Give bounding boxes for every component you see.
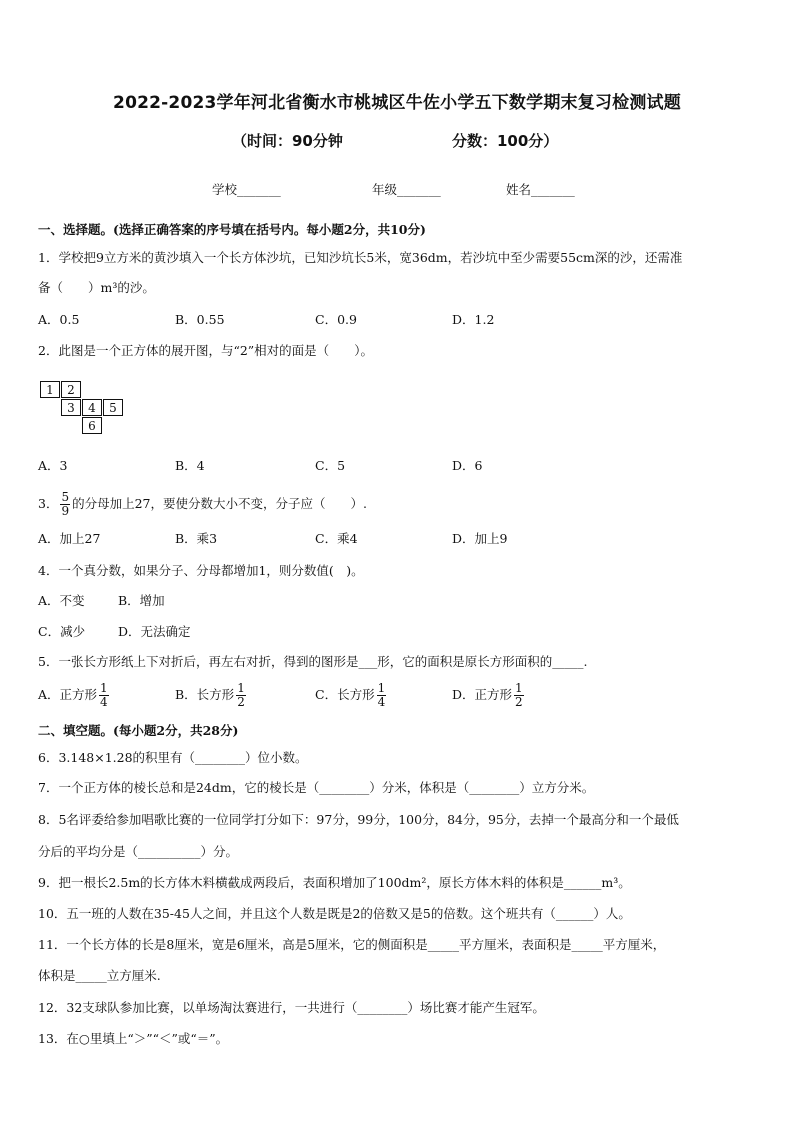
q5-option-b-fraction xyxy=(236,682,246,709)
q7-line: 7．一个正方体的棱长总和是24dm，它的棱长是（________）分米，体积是（________）立方分米。 xyxy=(38,780,595,795)
q5-option-d[interactable] xyxy=(452,682,526,709)
q4-option-c[interactable]: C．减少 xyxy=(38,624,86,639)
q8-line1: 8．5名评委给参加唱歌比赛的一位同学打分如下：97分，99分，100分，84分，95分，去掉一个最高分和一个最低 xyxy=(38,812,679,827)
school-field[interactable]: 学校_______ xyxy=(212,182,281,197)
q12-line: 12．32支球队参加比赛，以单场淘汰赛进行，一共进行（________）场比赛才能产生冠军。 xyxy=(38,1000,545,1015)
q1-option-c[interactable]: C．0.9 xyxy=(315,312,357,327)
q5-d-num: 1 xyxy=(515,681,523,695)
net-face-5: 5 xyxy=(103,399,123,416)
q5-option-b-label: B．长方形 xyxy=(175,687,235,702)
exam-title: 2022-2023学年河北省衡水市桃城区牛佐小学五下数学期末复习检测试题 xyxy=(113,93,681,113)
q5-option-a[interactable] xyxy=(38,682,111,709)
q9-line: 9．把一根长2.5m的长方体木料横截成两段后，表面积增加了100dm²，原长方体木料的体积是______m³。 xyxy=(38,875,631,890)
q3-line xyxy=(38,491,367,518)
q2-line: 2．此图是一个正方体的展开图，与“2”相对的面是（ ）。 xyxy=(38,343,373,358)
name-field[interactable]: 姓名_______ xyxy=(506,182,575,197)
q1-line2: 备（ ）m³的沙。 xyxy=(38,280,155,295)
net-face-4: 4 xyxy=(82,399,102,416)
q3-fraction xyxy=(60,491,70,518)
q5-line: 5．一张长方形纸上下对折后，再左右对折，得到的图形是___形，它的面积是原长方形面积的_____. xyxy=(38,654,588,669)
q2-option-a[interactable]: A．3 xyxy=(38,458,68,473)
q1-line1: 1．学校把9立方米的黄沙填入一个长方体沙坑，已知沙坑长5米，宽36dm，若沙坑中至少需要55cm深的沙，还需准 xyxy=(38,250,683,265)
time-label: （时间：90分钟 xyxy=(232,132,343,150)
q5-c-den: 4 xyxy=(377,695,386,709)
q2-option-d[interactable]: D．6 xyxy=(452,458,483,473)
q5-option-b[interactable] xyxy=(175,682,248,709)
q8-line2: 分后的平均分是（__________）分。 xyxy=(38,844,239,859)
q1-option-a[interactable]: A．0.5 xyxy=(38,312,80,327)
q5-a-num: 1 xyxy=(100,681,108,695)
net-face-1: 1 xyxy=(40,381,60,398)
q5-option-d-fraction xyxy=(514,682,524,709)
q4-option-a[interactable]: A．不变 xyxy=(38,593,85,608)
q3-option-a[interactable]: A．加上27 xyxy=(38,531,101,546)
net-face-2: 2 xyxy=(61,381,81,398)
q1-option-b[interactable]: B．0.55 xyxy=(175,312,225,327)
score-label: 分数：100分） xyxy=(452,132,559,150)
net-face-6: 6 xyxy=(82,417,102,434)
q2-option-b[interactable]: B．4 xyxy=(175,458,205,473)
q5-option-d-label: D．正方形 xyxy=(452,687,513,702)
q3-frac-den: 9 xyxy=(61,504,70,518)
q3-suffix: 的分母加上27，要使分数大小不变，分子应（ ）. xyxy=(72,496,367,511)
q5-option-a-label: A．正方形 xyxy=(38,687,98,702)
q5-d-den: 2 xyxy=(515,695,523,709)
section1-heading: 一、选择题。(选择正确答案的序号填在括号内。每小题2分，共10分) xyxy=(38,222,426,237)
q1-option-d[interactable]: D．1.2 xyxy=(452,312,495,327)
q5-c-num: 1 xyxy=(377,681,386,695)
q5-option-c-label: C．长方形 xyxy=(315,687,375,702)
grade-field[interactable]: 年级_______ xyxy=(372,182,441,197)
q5-option-c-fraction xyxy=(377,682,387,709)
q13-line: 13．在○里填上“＞”“＜”或“＝”。 xyxy=(38,1031,229,1046)
q5-b-num: 1 xyxy=(237,681,245,695)
q6-line: 6．3.148×1.28的积里有（________）位小数。 xyxy=(38,750,308,765)
q4-line: 4．一个真分数，如果分子、分母都增加1，则分数值( )。 xyxy=(38,563,364,578)
q3-prefix: 3． xyxy=(38,496,59,511)
net-face-3: 3 xyxy=(61,399,81,416)
q4-option-d[interactable]: D．无法确定 xyxy=(118,624,191,639)
q5-a-den: 4 xyxy=(100,695,108,709)
q11-line1: 11．一个长方体的长是8厘米，宽是6厘米，高是5厘米，它的侧面积是_____平方厘米，表面积是_____平方厘米， xyxy=(38,937,666,952)
q10-line: 10．五一班的人数在35-45人之间，并且这个人数是既是2的倍数又是5的倍数。这个班共有（______）人。 xyxy=(38,906,631,921)
q3-option-b[interactable]: B．乘3 xyxy=(175,531,218,546)
q4-option-b[interactable]: B．增加 xyxy=(118,593,165,608)
q3-frac-num: 5 xyxy=(61,490,70,504)
section2-heading: 二、填空题。(每小题2分，共28分) xyxy=(38,723,239,738)
q5-b-den: 2 xyxy=(237,695,245,709)
q3-option-c[interactable]: C．乘4 xyxy=(315,531,358,546)
q11-line2: 体积是_____立方厘米. xyxy=(38,968,161,983)
q5-option-c[interactable] xyxy=(315,682,388,709)
q3-option-d[interactable]: D．加上9 xyxy=(452,531,508,546)
q5-option-a-fraction xyxy=(99,682,109,709)
q2-option-c[interactable]: C．5 xyxy=(315,458,346,473)
